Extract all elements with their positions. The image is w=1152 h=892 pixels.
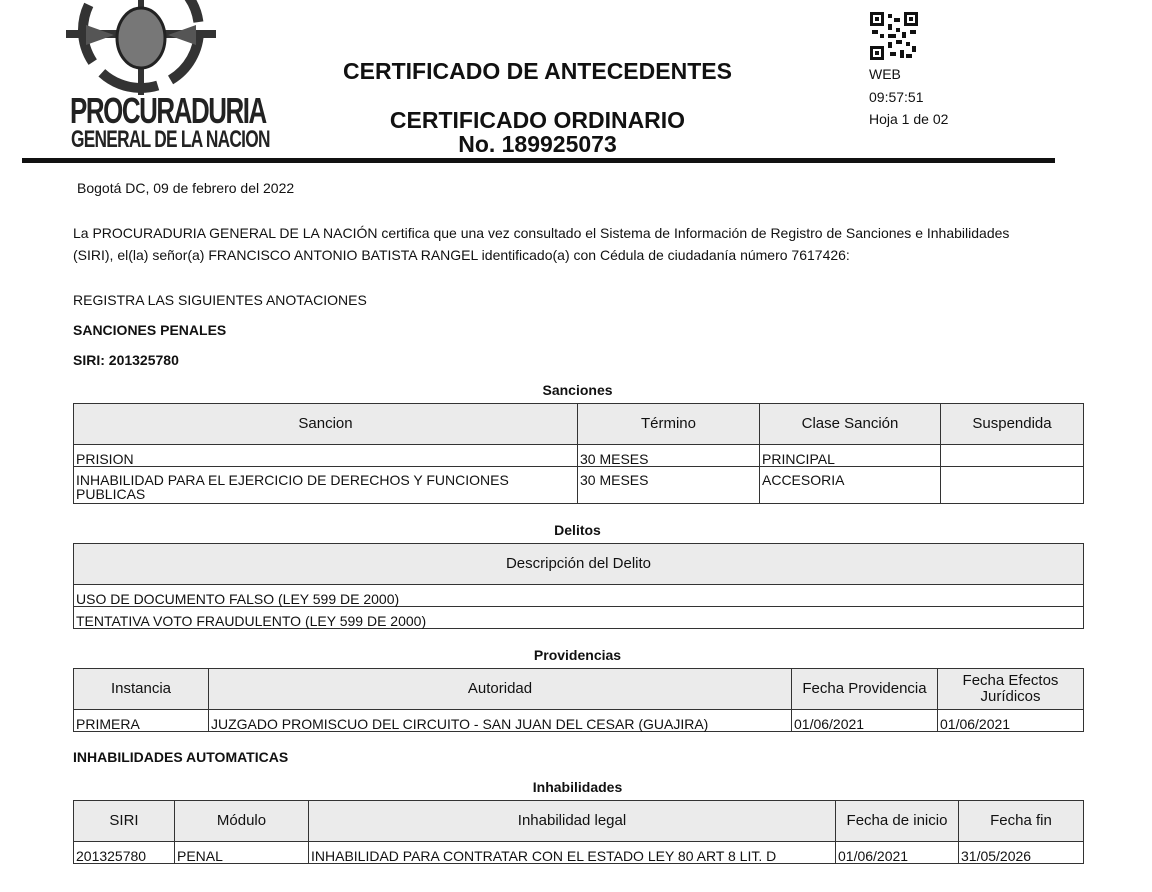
column-header: Inhabilidad legal <box>309 801 836 842</box>
column-header: Módulo <box>175 801 309 842</box>
table-cell <box>941 467 1084 504</box>
registra-label: REGISTRA LAS SIGUIENTES ANOTACIONES <box>73 292 367 308</box>
table-cell <box>941 445 1084 467</box>
inhabilidades-table <box>73 800 1084 864</box>
column-header: Suspendida <box>941 404 1084 445</box>
inhabilidades-title: Inhabilidades <box>532 779 623 795</box>
table-cell: USO DE DOCUMENTO FALSO (LEY 599 DE 2000) <box>74 585 1084 607</box>
siri-label: SIRI: 201325780 <box>73 352 179 368</box>
table-cell: INHABILIDAD PARA CONTRATAR CON EL ESTADO LEY 80 ART 8 LIT. D <box>309 842 836 864</box>
table-cell: JUZGADO PROMISCUO DEL CIRCUITO - SAN JUAN DEL CESAR (GUAJIRA) <box>209 710 792 732</box>
column-header: Instancia <box>74 669 209 710</box>
table-cell: 31/05/2026 <box>959 842 1084 864</box>
column-header: Descripción del Delito <box>74 544 1084 585</box>
table-cell: 01/06/2021 <box>792 710 938 732</box>
header-divider <box>22 158 1055 163</box>
date-line: Bogotá DC, 09 de febrero del 2022 <box>77 180 295 196</box>
inhabilidades-automaticas-heading: INHABILIDADES AUTOMATICAS <box>73 749 289 765</box>
column-header: Fecha de inicio <box>836 801 959 842</box>
column-header: SIRI <box>74 801 175 842</box>
column-header: Fecha fin <box>959 801 1084 842</box>
providencias-title: Providencias <box>533 647 622 663</box>
table-cell: INHABILIDAD PARA EL EJERCICIO DE DERECHOS Y FUNCIONES PUBLICAS <box>74 467 578 504</box>
table-cell: 01/06/2021 <box>836 842 959 864</box>
sanciones-penales-heading: SANCIONES PENALES <box>73 322 227 338</box>
table-cell: 01/06/2021 <box>938 710 1084 732</box>
channel-label: WEB <box>869 66 901 82</box>
column-header: Autoridad <box>209 669 792 710</box>
table-cell: PRINCIPAL <box>760 445 941 467</box>
table-cell: 201325780 <box>74 842 175 864</box>
page-label: Hoja 1 de 02 <box>869 111 949 127</box>
sanciones-table <box>73 403 1084 504</box>
table-header-row <box>74 801 1084 842</box>
column-header: Sancion <box>74 404 578 445</box>
table-header-row <box>74 544 1084 585</box>
column-header: Término <box>578 404 760 445</box>
certify-text-line2: (SIRI), el(la) señor(a) FRANCISCO ANTONIO BATISTA RANGEL identificado(a) con Cédula de ciudadanía número 7617426: <box>73 247 850 263</box>
sanciones-title: Sanciones <box>542 382 613 398</box>
table-cell: PRISION <box>74 445 578 467</box>
document-title: CERTIFICADO DE ANTECEDENTES <box>343 58 732 84</box>
table-cell: ACCESORIA <box>760 467 941 504</box>
column-header: Fecha Providencia <box>792 669 938 710</box>
table-header-row <box>74 669 1084 710</box>
delitos-title: Delitos <box>554 522 601 538</box>
qr-code-icon <box>870 12 918 60</box>
time-label: 09:57:51 <box>869 89 924 105</box>
providencias-table <box>73 668 1084 732</box>
table-row <box>74 710 1084 732</box>
certify-text-line1: La PROCURADURIA GENERAL DE LA NACIÓN certifica que una vez consultado el Sistema de Información de Registro de Sanciones e Inhabilidades <box>73 225 1010 241</box>
certificate-number: No. 189925073 <box>458 131 617 157</box>
table-header-row <box>74 404 1084 445</box>
table-row <box>74 467 1084 504</box>
table-cell: PRIMERA <box>74 710 209 732</box>
column-header: Clase Sanción <box>760 404 941 445</box>
logo-line-2: GENERAL DE LA NACION <box>71 126 270 153</box>
table-cell: 30 MESES <box>578 445 760 467</box>
table-cell: 30 MESES <box>578 467 760 504</box>
column-header: Fecha Efectos Jurídicos <box>938 669 1084 710</box>
table-row <box>74 585 1084 607</box>
logo-line-1: PROCURADURIA <box>70 90 266 131</box>
table-row <box>74 445 1084 467</box>
table-row <box>74 607 1084 629</box>
table-cell: PENAL <box>175 842 309 864</box>
table-row <box>74 842 1084 864</box>
document-subtitle: CERTIFICADO ORDINARIO <box>389 107 686 133</box>
delitos-table <box>73 543 1084 629</box>
table-cell: TENTATIVA VOTO FRAUDULENTO (LEY 599 DE 2000) <box>74 607 1084 629</box>
